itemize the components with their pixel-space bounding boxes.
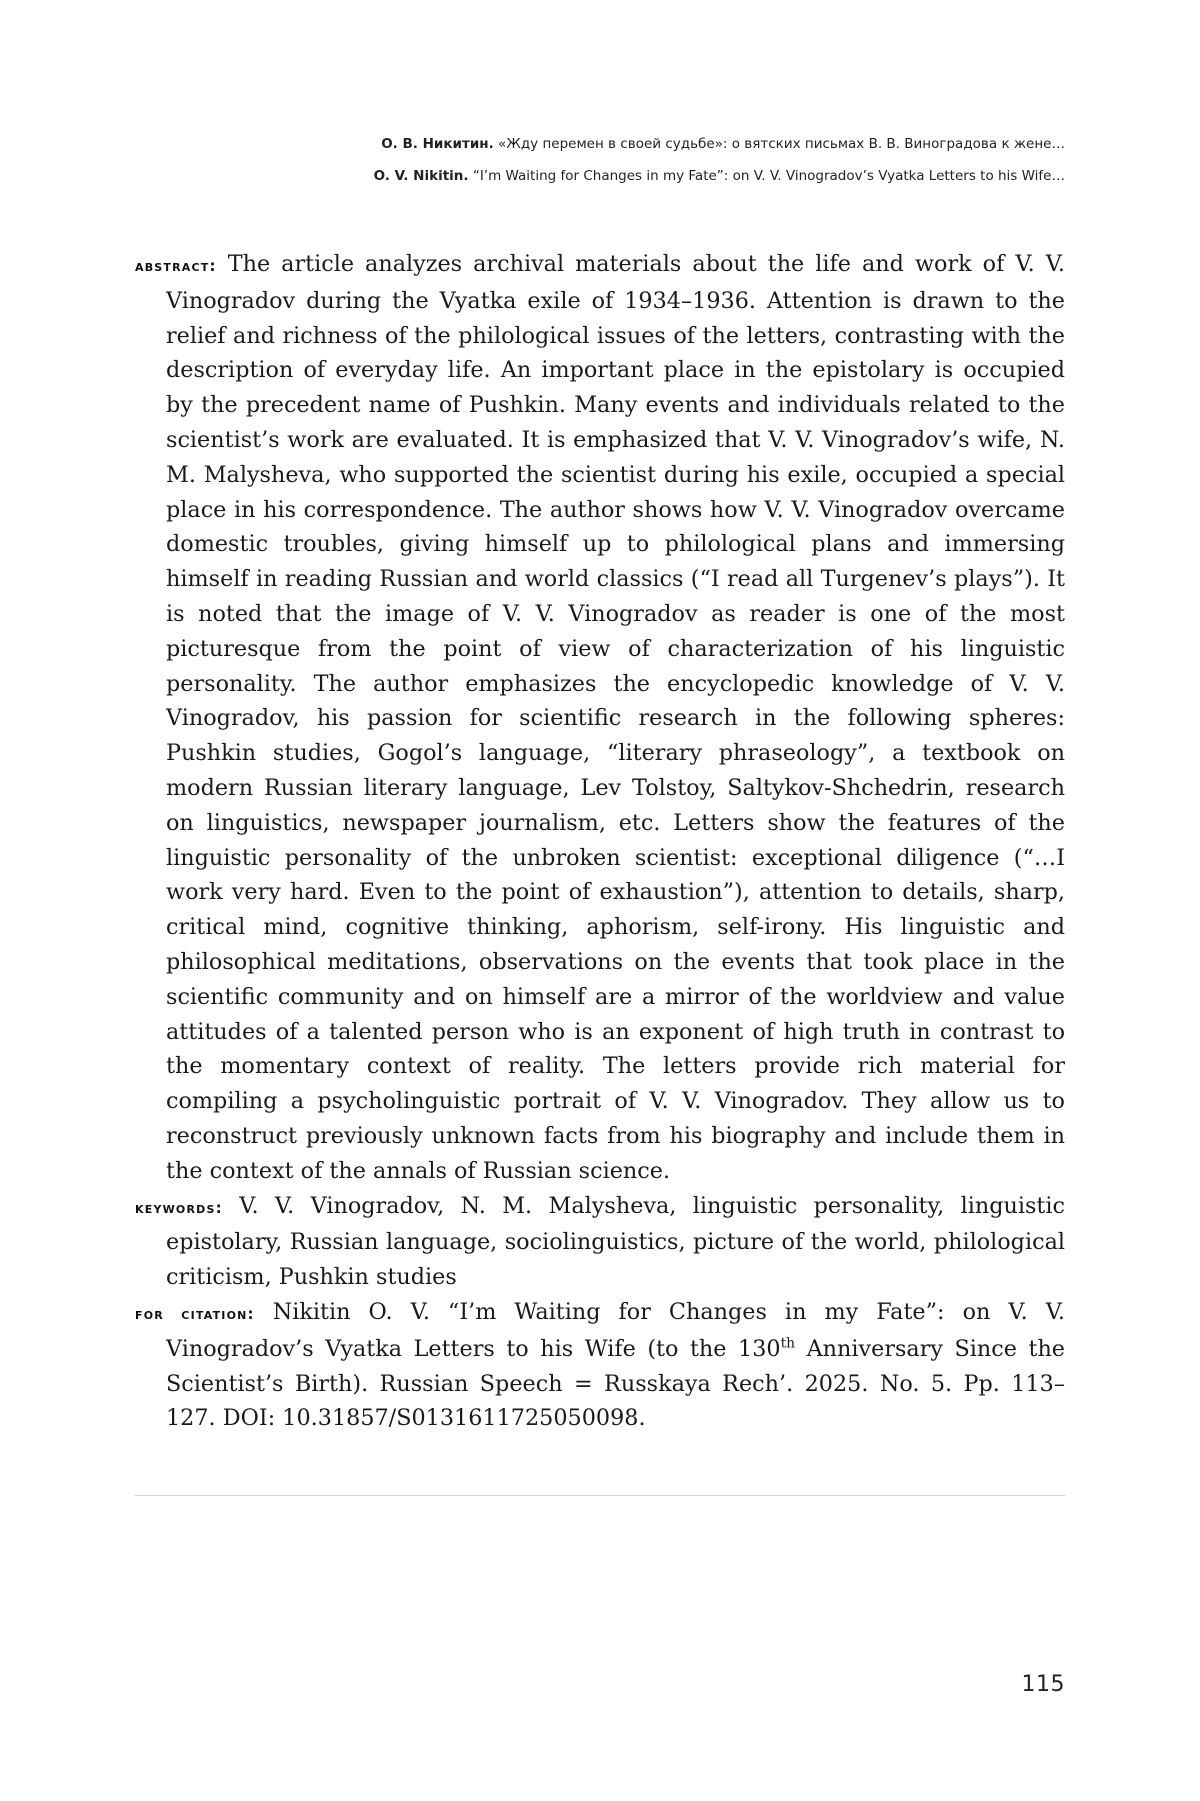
citation-label: for citation: bbox=[135, 1304, 255, 1323]
abstract-text: The article analyzes archival materials about the life and work of V. V. Vinogradov during the Vyatka exile of 1934–1936. Attention is drawn to the relief and richness of the philological issues of the letters, contrasting with the description of everyday life. An important place in the epistolary is occupied by the precedent name of Pushkin. Many events and individuals related to the scientist’s work are evaluated. It is emphasized that V. V. Vinogradov’s wife, N. M. Malysheva, who supported the scientist during his exile, occupied a special place in his correspondence. The author shows how V. V. Vinogradov overcame domestic troubles, giving himself up to philological plans and immersing himself in reading Russian and world classics (“I read all Turgenev’s plays”). It is noted that the image of V. V. Vinogradov as reader is one of the most picturesque from the point of view of characterization of his linguistic personality. The author emphasizes the encyclopedic knowledge of V. V. Vinogradov, his passion for scientific research in the following spheres: Pushkin studies, Gogol’s language, “literary phraseology”, a textbook on modern Russian literary language, Lev Tolstoy, Saltykov-Shchedrin, research on linguistics, newspaper journalism, etc. Letters show the features of the linguistic personality of the unbroken scientist: exceptional diligence (“…I work very hard. Even to the point of exhaustion”), attention to details, sharp, critical mind, cognitive thinking, aphorism, self-irony. His linguistic and philosophical meditations, observations on the events that took place in the scientific community and on himself are a mirror of the worldview and value attitudes of a talented person who is an exponent of high truth in contrast to the momentary context of reality. The letters provide rich material for compiling a psycholinguistic portrait of V. V. Vinogradov. They allow us to reconstruct previously unknown facts from his biography and include them in the context of the annals of Russian science. bbox=[166, 251, 1065, 1184]
page-number: 115 bbox=[1021, 1672, 1065, 1697]
citation-superscript: th bbox=[780, 1335, 796, 1352]
running-head-ru-title: «Жду перемен в своей судьбе»: о вятских письмах В. В. Виноградова к жене… bbox=[498, 136, 1065, 152]
abstract-label: abstract: bbox=[135, 257, 217, 275]
running-head-en-author: O. V. Nikitin. bbox=[373, 168, 469, 184]
article-metadata bbox=[135, 247, 1065, 1436]
running-head-ru-author: О. В. Никитин. bbox=[381, 136, 494, 152]
running-head-russian bbox=[135, 128, 1065, 160]
running-head bbox=[135, 128, 1065, 192]
section-divider bbox=[135, 1495, 1065, 1496]
keywords-text: V. V. Vinogradov, N. M. Malysheva, linguistic personality, linguistic epistolary, Russian language, sociolinguistics, picture of the world, philological criticism, Pushkin studies bbox=[166, 1192, 1065, 1291]
running-head-english bbox=[135, 160, 1065, 192]
keywords-label: keywords: bbox=[135, 1198, 223, 1217]
citation-paragraph bbox=[135, 1295, 1065, 1436]
citation-text-end: Anniversary Since the Scientist’s Birth). Russian Speech = Russkaya Rech’. 2025. No. 5. Pp. 113–127. DOI: 10.31857/S0131611725050098. bbox=[166, 1335, 1066, 1432]
keywords-paragraph bbox=[135, 1189, 1065, 1295]
citation-text-start: Nikitin O. V. “I’m Waiting for Changes in my Fate”: on V. V. Vinogradov’s Vyatka Letters to his Wife (to the 130 bbox=[166, 1298, 1065, 1362]
running-head-en-title: “I’m Waiting for Changes in my Fate”: on V. V. Vinogradov’s Vyatka Letters to his Wife… bbox=[472, 168, 1065, 184]
abstract-paragraph bbox=[135, 247, 1065, 1189]
